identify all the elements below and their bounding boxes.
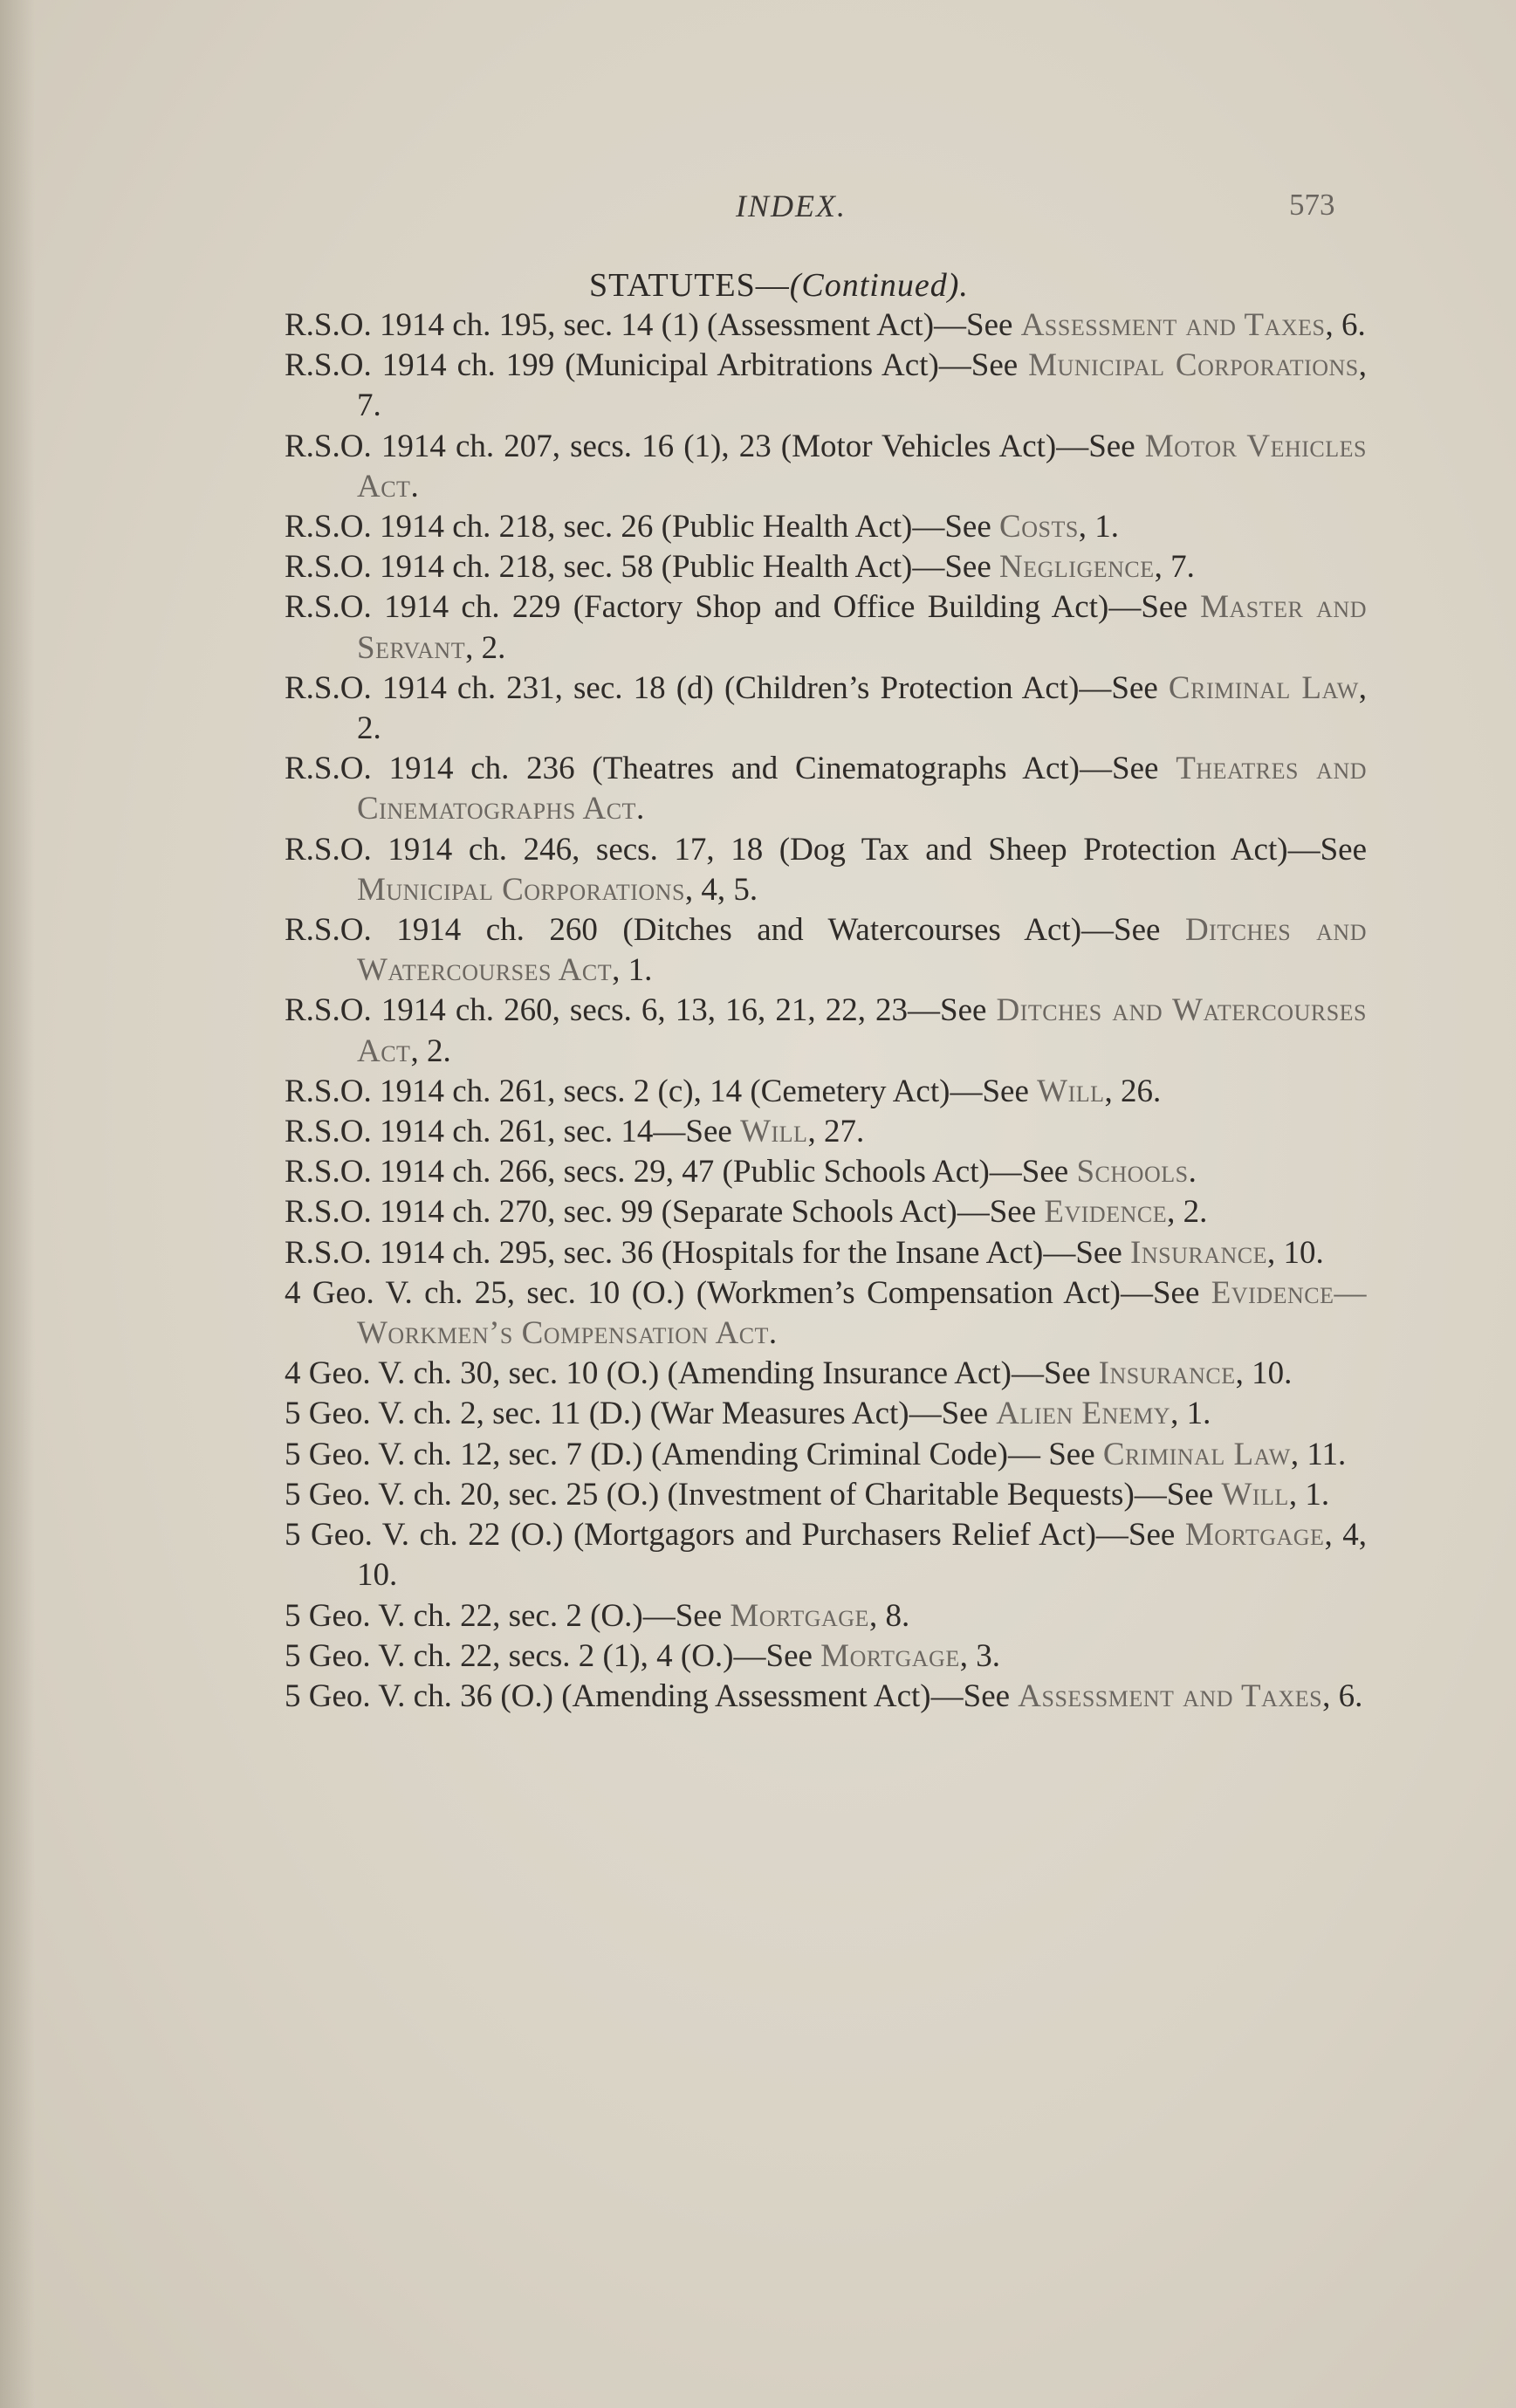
entry-cross-reference: Schools: [1076, 1154, 1189, 1190]
index-entry: [285, 1273, 1367, 1354]
index-entry: [285, 1515, 1367, 1595]
entry-cross-reference: Evidence: [1044, 1194, 1168, 1231]
entry-reference-number: .: [635, 791, 645, 827]
entry-citation: R.S.O. 1914 ch. 261, secs. 2 (c), 14 (Cemetery Act)—See: [285, 1073, 1038, 1109]
entry-reference-number: , 4, 10.: [357, 1517, 1367, 1594]
entry-cross-reference: Ditches and Watercourses Act: [357, 992, 1368, 1069]
entry-cross-reference: Will: [740, 1114, 808, 1150]
index-entry: [285, 507, 1367, 547]
entry-cross-reference: Costs: [999, 509, 1079, 545]
entry-cross-reference: Motor Vehicles Act: [357, 428, 1367, 504]
entry-citation: R.S.O. 1914 ch. 195, sec. 14 (1) (Assessment Act)—See: [285, 307, 1021, 343]
index-entry: [285, 1233, 1367, 1273]
entry-reference-number: , 1.: [612, 952, 653, 989]
entry-reference-number: .: [1188, 1154, 1197, 1190]
entry-reference-number: , 1.: [1170, 1396, 1211, 1432]
gutter-shadow: [0, 0, 35, 2408]
entry-reference-number: , 26.: [1104, 1073, 1162, 1109]
entry-citation: R.S.O. 1914 ch. 261, sec. 14—See: [285, 1114, 741, 1150]
entry-cross-reference: Mortgage: [820, 1637, 960, 1674]
entry-citation: R.S.O. 1914 ch. 246, secs. 17, 18 (Dog Tax and Sheep Protection Act)—See: [285, 831, 1367, 868]
entry-reference-number: , 2.: [357, 669, 1367, 747]
entry-reference-number: , 7.: [1154, 549, 1195, 586]
index-entry: [285, 587, 1367, 668]
entry-cross-reference: Assessment and Taxes: [1020, 307, 1326, 343]
section-title: STATUTES—: [589, 267, 790, 304]
entry-cross-reference: Insurance: [1130, 1234, 1267, 1271]
entry-citation: 4 Geo. V. ch. 25, sec. 10 (O.) (Workmen’s Compensation Act)—See: [285, 1274, 1211, 1311]
index-entry: [285, 830, 1367, 910]
entry-citation: 5 Geo. V. ch. 22, sec. 2 (O.)—See: [285, 1597, 731, 1634]
index-entry: [285, 910, 1367, 991]
entry-reference-number: , 8.: [868, 1597, 910, 1634]
entry-reference-number: , 27.: [807, 1114, 865, 1150]
entry-cross-reference: Insurance: [1098, 1355, 1236, 1392]
index-entries: [285, 305, 1367, 1717]
entry-citation: 5 Geo. V. ch. 36 (O.) (Amending Assessment Act)—See: [285, 1677, 1019, 1714]
entry-cross-reference: Municipal Corporations: [357, 871, 685, 908]
entry-reference-number: , 1.: [1078, 509, 1120, 545]
index-entry: [285, 1072, 1367, 1112]
index-entry: [285, 1636, 1367, 1677]
index-entry: [285, 547, 1367, 587]
page-number: 573: [1289, 188, 1335, 222]
entry-cross-reference: Will: [1221, 1476, 1289, 1513]
entry-citation: 5 Geo. V. ch. 20, sec. 25 (O.) (Investment of Charitable Bequests)—See: [285, 1476, 1222, 1513]
entry-cross-reference: Criminal Law: [1168, 669, 1359, 706]
entry-reference-number: , 7.: [357, 347, 1367, 424]
entry-citation: R.S.O. 1914 ch. 266, secs. 29, 47 (Public Schools Act)—See: [285, 1154, 1077, 1190]
index-entry: [285, 346, 1367, 426]
entry-reference-number: , 6.: [1325, 307, 1366, 343]
entry-cross-reference: Alien Enemy: [996, 1396, 1171, 1432]
entry-cross-reference: Negligence: [999, 549, 1155, 586]
index-entry: [285, 1475, 1367, 1515]
running-head: INDEX.: [736, 189, 847, 223]
entry-cross-reference: Theatres and Cinematographs Act: [357, 751, 1367, 827]
entry-citation: R.S.O. 1914 ch. 295, sec. 36 (Hospitals for the Insane Act)—See: [285, 1234, 1131, 1271]
index-entry: [285, 1394, 1367, 1434]
index-entry: [285, 1112, 1367, 1152]
entry-cross-reference: Master and Servant: [357, 589, 1367, 666]
entry-citation: R.S.O. 1914 ch. 260 (Ditches and Watercourses Act)—See: [285, 912, 1185, 949]
section-heading: [589, 266, 969, 305]
entry-citation: 4 Geo. V. ch. 30, sec. 10 (O.) (Amending Insurance Act)—See: [285, 1355, 1099, 1392]
entry-reference-number: , 10.: [1235, 1355, 1293, 1392]
entry-reference-number: .: [768, 1315, 778, 1352]
index-entry: [285, 1192, 1367, 1232]
continued-label: (Continued).: [789, 267, 969, 304]
index-entry: [285, 1152, 1367, 1192]
entry-cross-reference: Will: [1037, 1073, 1105, 1109]
entry-cross-reference: Municipal Corporations: [1028, 347, 1359, 384]
entry-cross-reference: Criminal Law: [1102, 1436, 1291, 1472]
entry-cross-reference: Evidence—Workmen’s Compensation Act: [357, 1274, 1367, 1352]
entry-reference-number: , 3.: [959, 1637, 1000, 1674]
entry-cross-reference: Mortgage: [1184, 1517, 1325, 1554]
entry-reference-number: .: [410, 468, 419, 504]
entry-reference-number: , 2.: [410, 1032, 451, 1069]
entry-citation: 5 Geo. V. ch. 22, secs. 2 (1), 4 (O.)—See: [285, 1637, 821, 1674]
entry-cross-reference: Assessment and Taxes: [1018, 1677, 1323, 1714]
index-entry: [285, 427, 1367, 507]
page-header: [0, 188, 1516, 231]
entry-citation: R.S.O. 1914 ch. 270, sec. 99 (Separate Schools Act)—See: [285, 1194, 1045, 1231]
index-entry: [285, 669, 1367, 749]
entry-citation: R.S.O. 1914 ch. 229 (Factory Shop and Office Building Act)—See: [285, 589, 1201, 626]
index-entry: [285, 991, 1367, 1071]
entry-citation: 5 Geo. V. ch. 22 (O.) (Mortgagors and Purchasers Relief Act)—See: [285, 1517, 1185, 1554]
entry-citation: R.S.O. 1914 ch. 218, sec. 26 (Public Health Act)—See: [285, 509, 1000, 545]
entry-citation: R.S.O. 1914 ch. 231, sec. 18 (d) (Children’s Protection Act)—See: [285, 669, 1169, 706]
entry-citation: 5 Geo. V. ch. 2, sec. 11 (D.) (War Measures Act)—See: [285, 1396, 997, 1432]
entry-cross-reference: Ditches and Watercourses Act: [357, 912, 1367, 989]
entry-citation: R.S.O. 1914 ch. 199 (Municipal Arbitrations Act)—See: [285, 347, 1029, 384]
index-entry: [285, 1354, 1367, 1394]
entry-citation: R.S.O. 1914 ch. 236 (Theatres and Cinematographs Act)—See: [285, 751, 1176, 787]
index-entry: [285, 1435, 1367, 1475]
entry-reference-number: , 2.: [465, 629, 506, 666]
entry-reference-number: , 10.: [1266, 1234, 1324, 1271]
entry-citation: R.S.O. 1914 ch. 218, sec. 58 (Public Health Act)—See: [285, 549, 1000, 586]
entry-citation: R.S.O. 1914 ch. 207, secs. 16 (1), 23 (Motor Vehicles Act)—See: [285, 428, 1145, 464]
index-entry: [285, 1596, 1367, 1636]
entry-reference-number: , 6.: [1322, 1677, 1363, 1714]
entry-reference-number: , 2.: [1167, 1194, 1208, 1231]
entry-citation: 5 Geo. V. ch. 12, sec. 7 (D.) (Amending Criminal Code)— See: [285, 1436, 1103, 1472]
index-entry: [285, 749, 1367, 829]
entry-reference-number: , 11.: [1290, 1436, 1347, 1472]
entry-cross-reference: Mortgage: [730, 1597, 869, 1634]
index-entry: [285, 305, 1367, 346]
entry-reference-number: , 4, 5.: [684, 871, 758, 908]
index-entry: [285, 1677, 1367, 1717]
entry-citation: R.S.O. 1914 ch. 260, secs. 6, 13, 16, 21, 22, 23—See: [285, 992, 997, 1029]
entry-reference-number: , 1.: [1288, 1476, 1330, 1513]
